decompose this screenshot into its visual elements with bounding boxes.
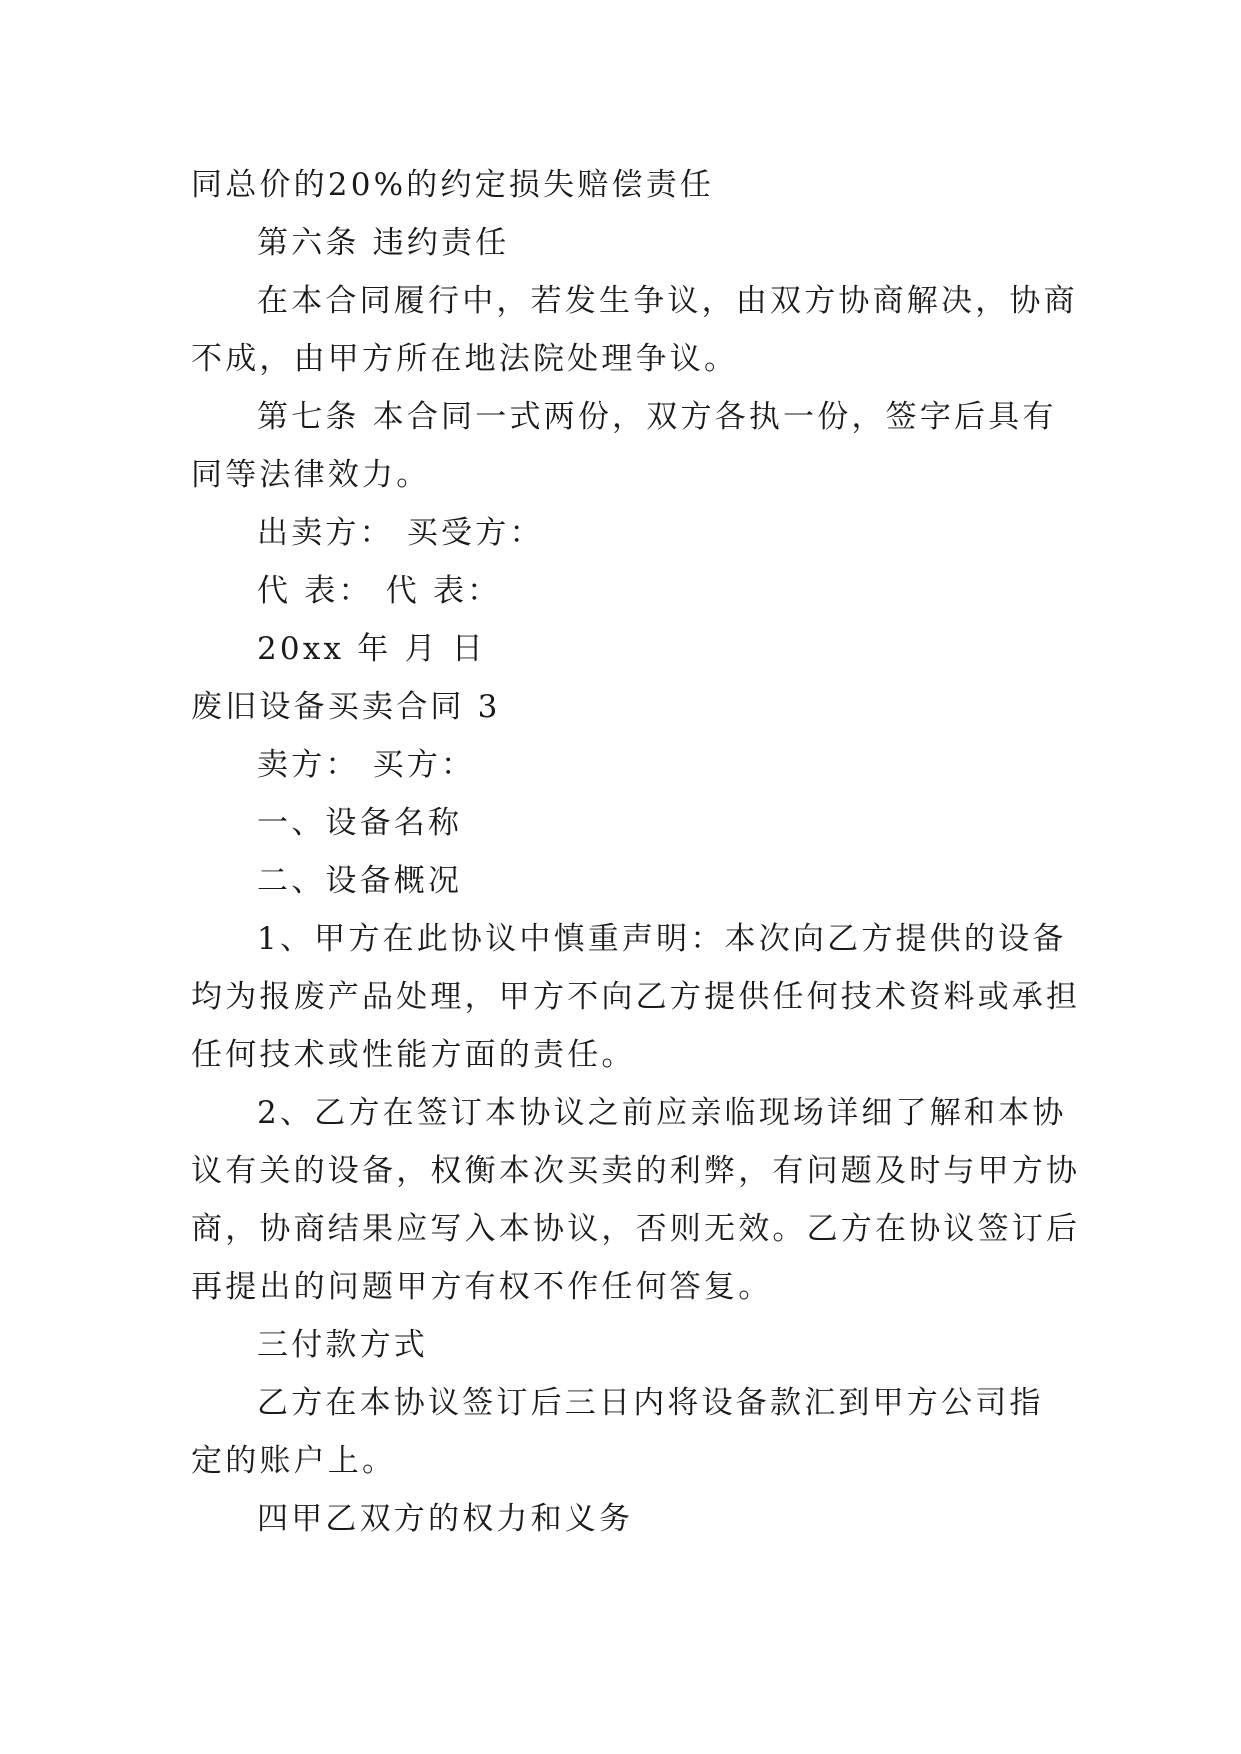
text-line: 二、设备概况 — [257, 863, 463, 899]
text-line: 不成，由甲方所在地法院处理争议。 — [191, 341, 739, 377]
text-line: 同等法律效力。 — [191, 457, 431, 493]
contract-body — [191, 156, 1081, 1548]
text-line: 卖方： 买方： — [257, 747, 476, 783]
text-line: 议有关的设备，权衡本次买卖的利弊，有问题及时与甲方协 — [191, 1153, 1081, 1189]
text-line: 代 表： 代 表： — [257, 573, 502, 609]
text-line: 20xx 年 月 日 — [257, 631, 486, 667]
text-line: 四甲乙双方的权力和义务 — [257, 1501, 634, 1537]
text-line: 第七条 本合同一式两份，双方各执一份，签字后具有 — [257, 399, 1057, 435]
text-line: 再提出的问题甲方有权不作任何答复。 — [191, 1269, 773, 1305]
text-line: 三付款方式 — [257, 1327, 428, 1363]
text-line: 在本合同履行中，若发生争议，由双方协商解决，协商 — [257, 283, 1078, 319]
text-line: 商，协商结果应写入本协议，否则无效。乙方在协议签订后 — [191, 1211, 1081, 1247]
text-line: 2、乙方在签订本协议之前应亲临现场详细了解和本协 — [257, 1095, 1067, 1131]
text-line: 同总价的20%的约定损失赔偿责任 — [191, 167, 715, 203]
section-title: 废旧设备买卖合同 3 — [191, 689, 501, 725]
text-line: 均为报废产品处理，甲方不向乙方提供任何技术资料或承担 — [191, 979, 1081, 1015]
text-line: 乙方在本协议签订后三日内将设备款汇到甲方公司指 — [257, 1385, 1044, 1421]
text-line: 定的账户上。 — [191, 1443, 397, 1479]
text-line: 一、设备名称 — [257, 805, 463, 841]
text-line: 第六条 违约责任 — [257, 225, 510, 261]
text-line: 1、甲方在此协议中慎重声明：本次向乙方提供的设备 — [257, 921, 1067, 957]
text-line: 出卖方： 买受方： — [257, 515, 544, 551]
text-line: 任何技术或性能方面的责任。 — [191, 1037, 636, 1073]
